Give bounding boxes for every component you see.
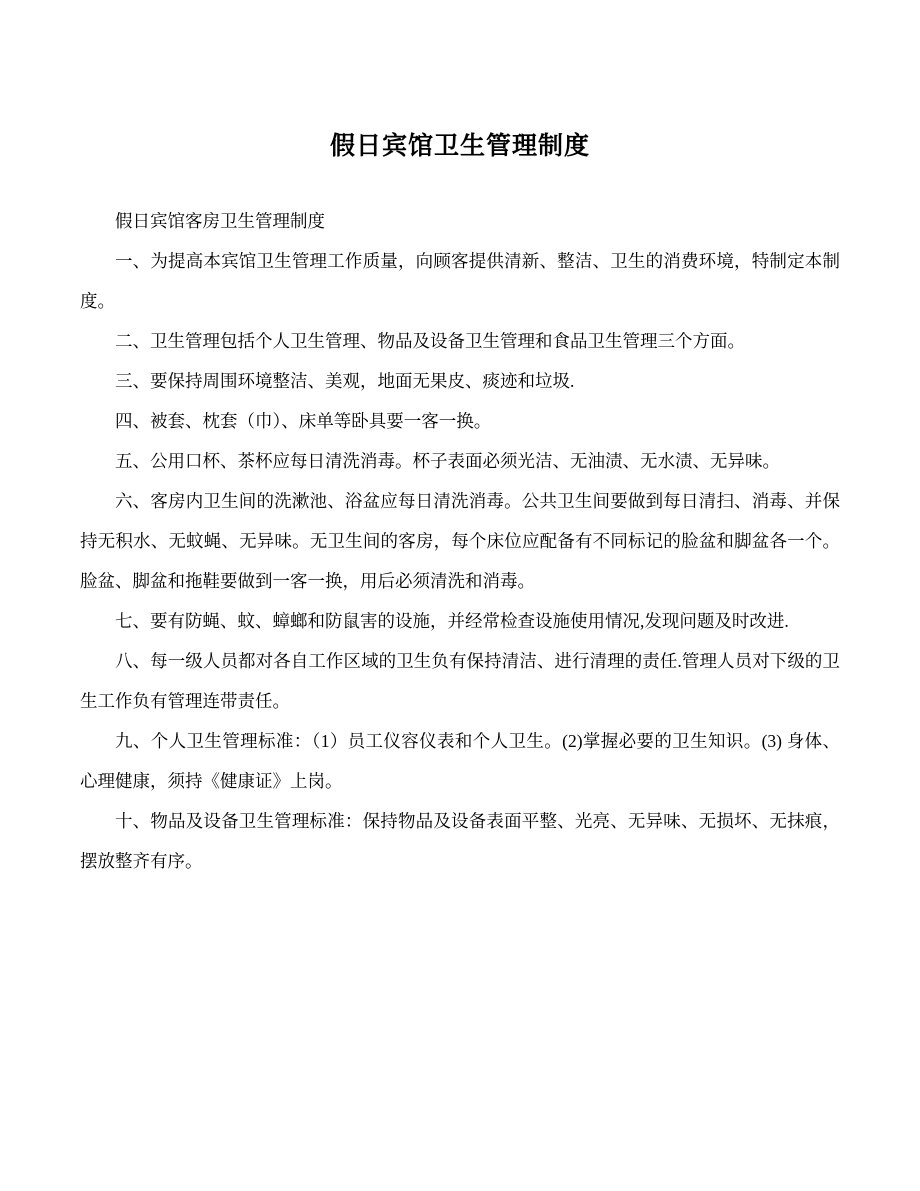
paragraph-8: 七、要有防蝇、蚊、蟑螂和防鼠害的设施，并经常检查设施使用情况,发现问题及时改进. — [115, 611, 789, 631]
paragraph-1: 假日宾馆客房卫生管理制度 — [115, 211, 325, 231]
paragraph-3: 二、卫生管理包括个人卫生管理、物品及设备卫生管理和食品卫生管理三个方面。 — [115, 331, 745, 351]
paragraph-6: 五、公用口杯、茶杯应每日清洗消毒。杯子表面必须光洁、无油渍、无水渍、无异味。 — [115, 451, 780, 471]
paragraph-10: 九、个人卫生管理标准：（1）员工仪容仪表和个人卫生。(2)掌握必要的卫生知识。(3) 身体、心理健康，须持《健康证》上岗。 — [80, 731, 840, 791]
paragraph-2: 一、为提高本宾馆卫生管理工作质量，向顾客提供清新、整洁、卫生的消费环境，特制定本制度。 — [80, 251, 840, 311]
paragraph-5: 四、被套、枕套（巾）、床单等卧具要一客一换。 — [115, 411, 492, 431]
paragraph-7: 六、客房内卫生间的洗漱池、浴盆应每日清洗消毒。公共卫生间要做到每日清扫、消毒、并保持无积水、无蚊蝇、无异味。无卫生间的客房，每个床位应配备有不同标记的脸盆和脚盆各一个。脸盆、脚盆和拖鞋要做到一客一换，用后必须清洗和消毒。 — [80, 491, 840, 591]
document-body — [80, 161, 840, 881]
paragraph-9: 八、每一级人员都对各自工作区域的卫生负有保持清洁、进行清理的责任.管理人员对下级的卫生工作负有管理连带责任。 — [80, 651, 840, 711]
paragraph-4: 三、要保持周围环境整洁、美观，地面无果皮、痰迹和垃圾. — [115, 371, 575, 391]
paragraph-11: 十、物品及设备卫生管理标准：保持物品及设备表面平整、光亮、无异味、无损坏、无抹痕，摆放整齐有序。 — [80, 811, 840, 871]
page-title: 假日宾馆卫生管理制度 — [329, 131, 590, 160]
